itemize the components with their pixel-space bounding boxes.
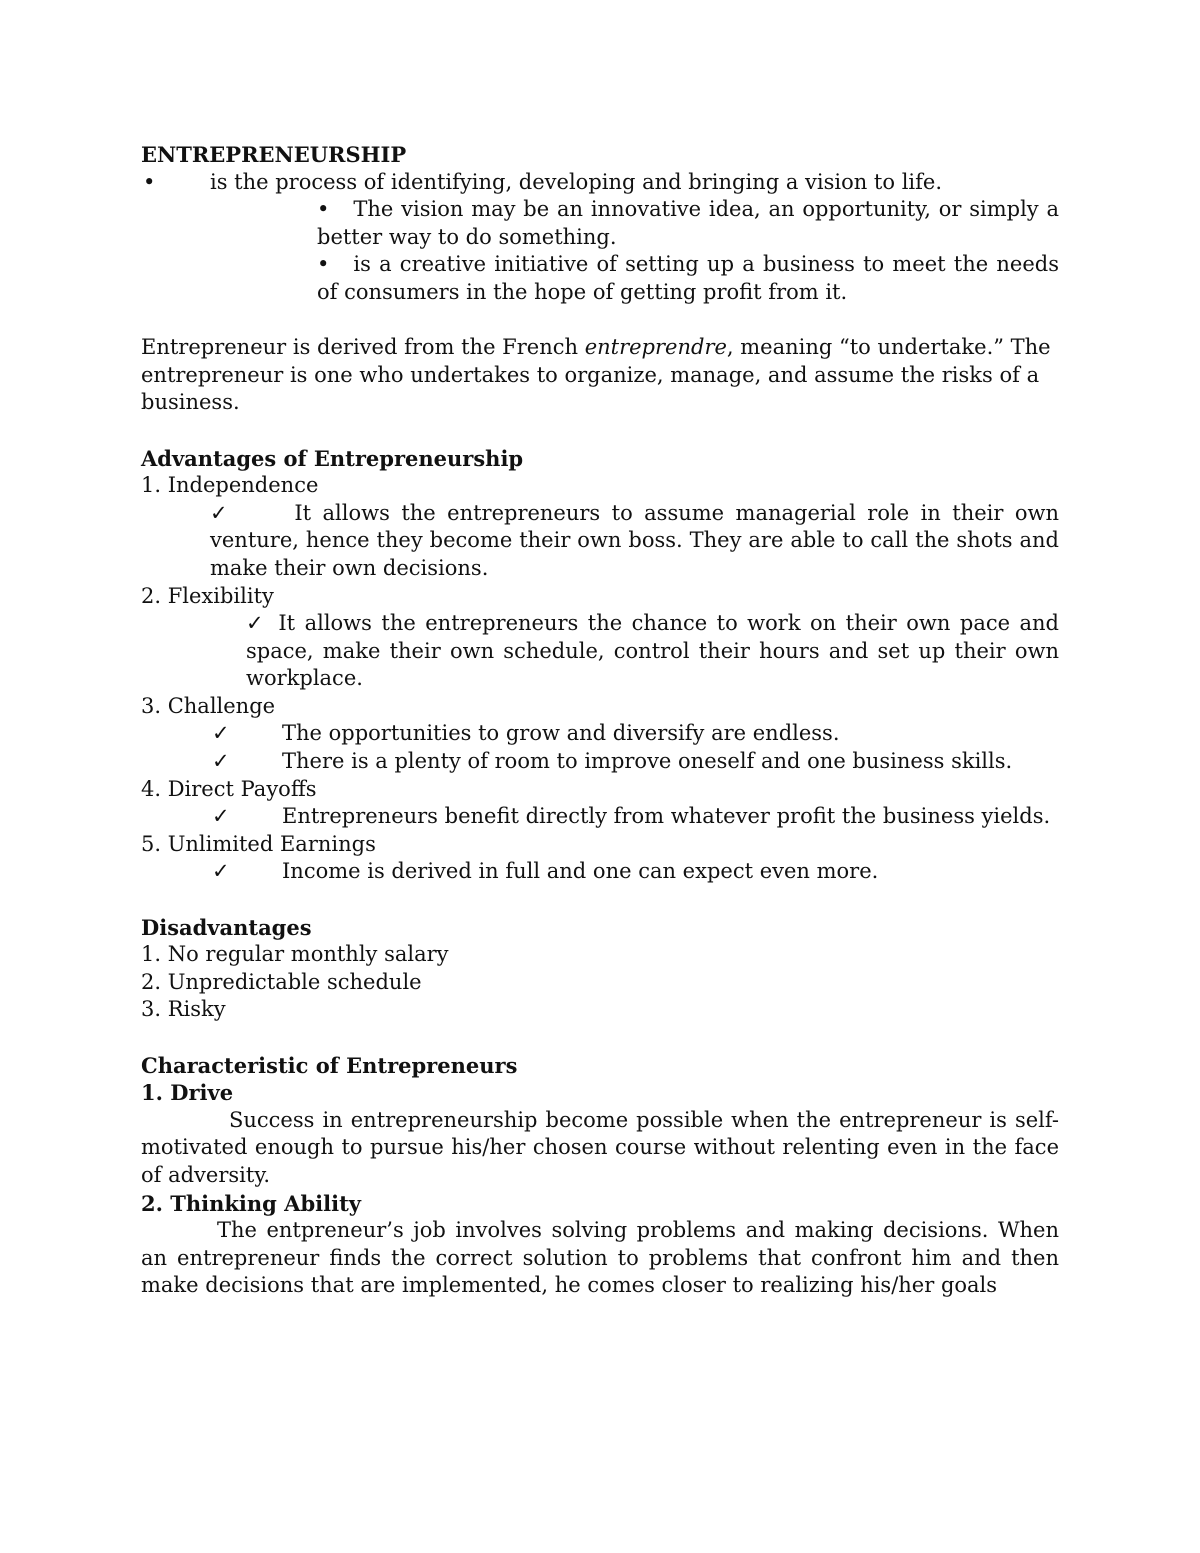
characteristic-title: 2. Thinking Ability: [141, 1190, 361, 1216]
advantages-heading: Advantages of Entrepreneurship: [141, 445, 524, 471]
advantage-title: 4. Direct Payoffs: [141, 776, 317, 801]
characteristic-text: The entpreneur’s job involves solving problems and making decisions. When an entrepreneur finds the correct solution to problems that confront him and then make decisions that are implemented, he comes closer to realizing his/her goals: [141, 1218, 1059, 1298]
advantage-point: ✓ It allows the entrepreneurs the chance to work on their own pace and space, make their own schedule, control their hours and set up their own workplace.: [246, 611, 1059, 691]
disadvantage-item: 1. No regular monthly salary: [141, 942, 449, 967]
advantage-title: 3. Challenge: [141, 693, 276, 718]
bullet-icon: •: [143, 169, 156, 194]
definition-main: [141, 169, 1059, 197]
advantage-point: ✓ It allows the entrepreneurs to assume managerial role in their own venture, hence they become their own boss. They are able to call the shots and make their own decisions.: [210, 500, 1059, 580]
advantage-point: ✓ Entrepreneurs benefit directly from whatever profit the business yields.: [141, 803, 1059, 831]
advantage-point: ✓ There is a plenty of room to improve oneself and one business skills.: [141, 748, 1059, 776]
check-icon: ✓: [212, 749, 230, 774]
disadvantage-item: 2. Unpredictable schedule: [141, 969, 422, 994]
disadvantage-item: 3. Risky: [141, 997, 226, 1022]
characteristic-text: Success in entrepreneurship become possible when the entrepreneur is self-motivated enough to pursue his/her chosen course without relenting even in the face of adversity.: [141, 1107, 1059, 1187]
french-word: entreprendre: [584, 335, 727, 360]
origin-paragraph: Entrepreneur is derived from the French entreprendre, meaning “to undertake.” The entrepreneur is one who undertakes to organize, manage, and assume the risks of a business.: [141, 335, 1051, 415]
document-title: ENTREPRENEURSHIP: [141, 142, 407, 167]
bullet-icon: •: [317, 197, 330, 222]
disadvantages-heading: Disadvantages: [141, 914, 312, 940]
definition-sub-text: The vision may be an innovative idea, an opportunity, or simply a better way to do something.: [317, 197, 1059, 249]
definition-text: is the process of identifying, developing and bringing a vision to life.: [210, 169, 942, 194]
definition-sub-1: [317, 196, 1059, 251]
definition-sub-text: is a creative initiative of setting up a business to meet the needs of consumers in the hope of getting profit from it.: [317, 252, 1059, 304]
advantage-title: 2. Flexibility: [141, 583, 274, 608]
check-icon: ✓: [212, 721, 230, 746]
check-icon: ✓: [210, 500, 233, 525]
bullet-icon: •: [317, 252, 330, 277]
advantage-point: ✓ The opportunities to grow and diversify are endless.: [141, 720, 1059, 748]
advantage-title: 1. Independence: [141, 473, 319, 498]
characteristics-heading: Characteristic of Entrepreneurs: [141, 1052, 518, 1078]
definition-sub-2: [317, 251, 1059, 306]
characteristic-title: 1. Drive: [141, 1080, 234, 1106]
check-icon: ✓: [246, 611, 267, 636]
check-icon: ✓: [212, 804, 230, 829]
advantage-title: 5. Unlimited Earnings: [141, 831, 376, 856]
document-page: [141, 141, 1059, 1300]
check-icon: ✓: [212, 859, 230, 884]
advantage-point: ✓ Income is derived in full and one can expect even more.: [141, 858, 1059, 886]
